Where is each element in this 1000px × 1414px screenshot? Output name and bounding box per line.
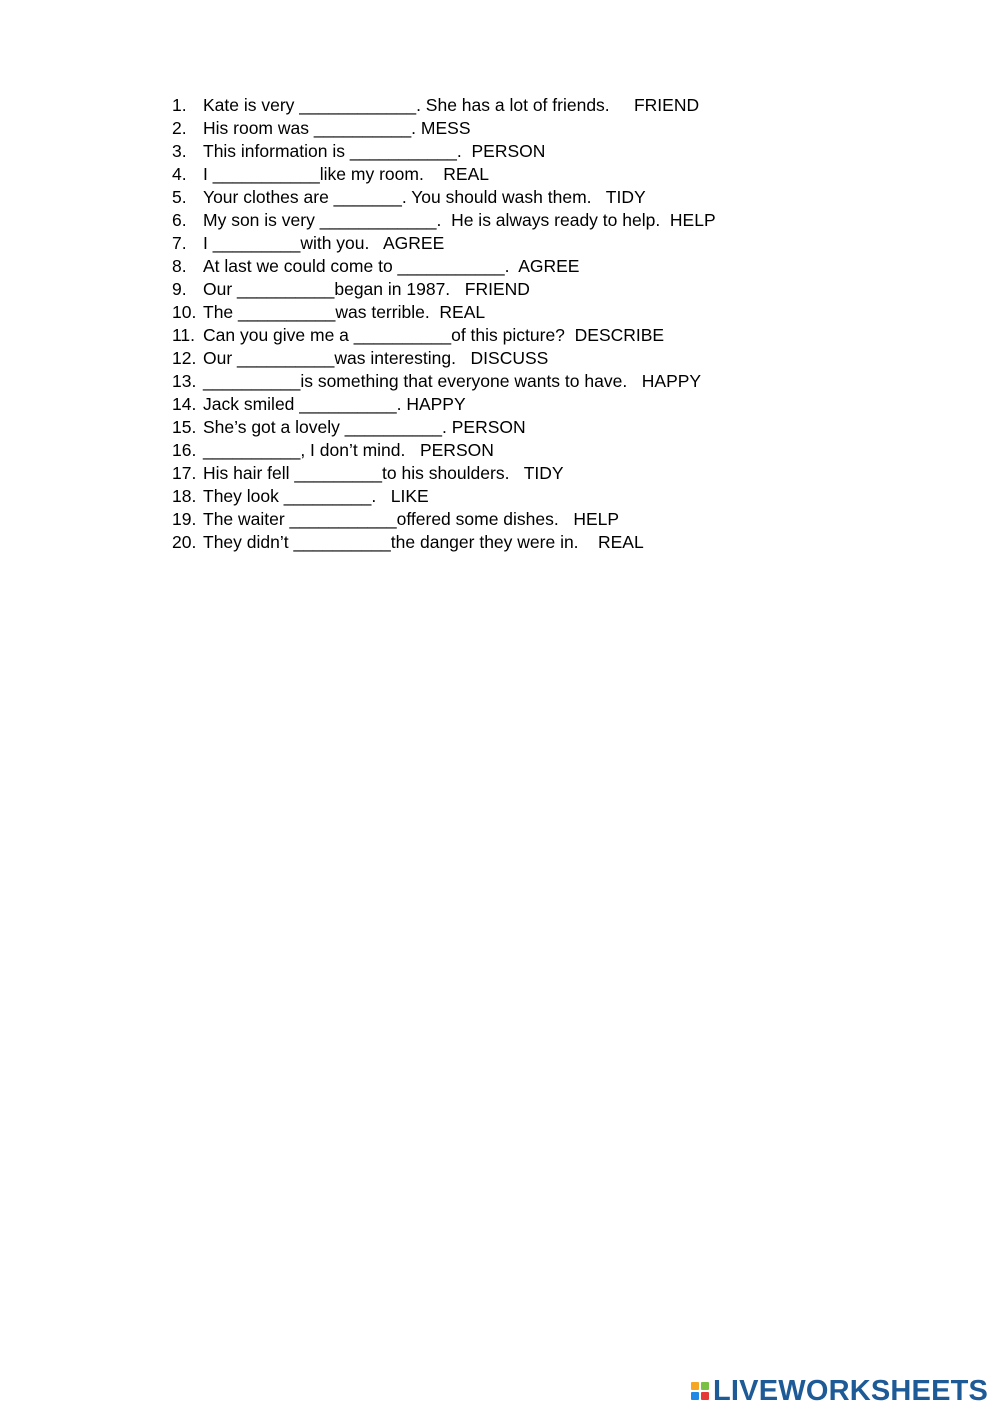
question-19 <box>172 508 932 531</box>
question-text: My son is very ____________. He is always ready to help. HELP <box>203 210 716 230</box>
question-text: Our __________began in 1987. FRIEND <box>203 279 530 299</box>
question-number: 5. <box>172 187 187 207</box>
question-text: I _________with you. AGREE <box>203 233 445 253</box>
question-number: 20. <box>172 532 197 552</box>
question-number: 13. <box>172 371 197 391</box>
question-text: Jack smiled __________. HAPPY <box>203 394 466 414</box>
question-number: 19. <box>172 509 197 529</box>
question-2 <box>172 117 932 140</box>
question-12 <box>172 347 932 370</box>
question-text: __________, I don’t mind. PERSON <box>203 440 494 460</box>
liveworksheets-logo-icon <box>691 1382 709 1400</box>
question-5 <box>172 186 932 209</box>
question-text: __________is something that everyone wants to have. HAPPY <box>203 371 702 391</box>
question-20 <box>172 531 932 554</box>
question-10 <box>172 301 932 324</box>
brand-name: LIVEWORKSHEETS <box>713 1374 989 1407</box>
question-number: 7. <box>172 233 187 253</box>
question-number: 16. <box>172 440 197 460</box>
logo-cell <box>701 1392 709 1400</box>
question-text: His hair fell _________to his shoulders. TIDY <box>203 463 564 483</box>
question-text: Can you give me a __________of this picture? DESCRIBE <box>203 325 665 345</box>
question-text: This information is ___________. PERSON <box>203 141 546 161</box>
question-text: Your clothes are _______. You should wash them. TIDY <box>203 187 646 207</box>
question-text: At last we could come to ___________. AGREE <box>203 256 580 276</box>
question-text: Our __________was interesting. DISCUSS <box>203 348 549 368</box>
question-number: 3. <box>172 141 187 161</box>
question-8 <box>172 255 932 278</box>
question-text: I ___________like my room. REAL <box>203 164 489 184</box>
question-15 <box>172 416 932 439</box>
question-4 <box>172 163 932 186</box>
question-11 <box>172 324 932 347</box>
question-text: They didn’t __________the danger they were in. REAL <box>203 532 644 552</box>
question-18 <box>172 485 932 508</box>
question-text: Kate is very ____________. She has a lot of friends. FRIEND <box>203 95 700 115</box>
question-number: 18. <box>172 486 197 506</box>
question-number: 12. <box>172 348 197 368</box>
question-14 <box>172 393 932 416</box>
question-13 <box>172 370 932 393</box>
logo-cell <box>691 1392 699 1400</box>
question-9 <box>172 278 932 301</box>
liveworksheets-brand <box>691 1374 988 1408</box>
question-number: 4. <box>172 164 187 184</box>
question-number: 17. <box>172 463 197 483</box>
question-17 <box>172 462 932 485</box>
logo-cell <box>701 1382 709 1390</box>
question-number: 6. <box>172 210 187 230</box>
question-text: The __________was terrible. REAL <box>203 302 486 322</box>
question-number: 1. <box>172 95 187 115</box>
question-number: 9. <box>172 279 187 299</box>
question-3 <box>172 140 932 163</box>
question-6 <box>172 209 932 232</box>
question-text: The waiter ___________offered some dishes. HELP <box>203 509 620 529</box>
logo-cell <box>691 1382 699 1390</box>
question-7 <box>172 232 932 255</box>
question-16 <box>172 439 932 462</box>
question-number: 10. <box>172 302 197 322</box>
question-number: 11. <box>172 325 196 345</box>
question-number: 15. <box>172 417 197 437</box>
question-text: She’s got a lovely __________. PERSON <box>203 417 526 437</box>
question-text: His room was __________. MESS <box>203 118 471 138</box>
question-text: They look _________. LIKE <box>203 486 429 506</box>
question-number: 8. <box>172 256 187 276</box>
question-1 <box>172 94 932 117</box>
question-number: 2. <box>172 118 187 138</box>
worksheet-question-list <box>172 94 932 554</box>
question-number: 14. <box>172 394 197 414</box>
